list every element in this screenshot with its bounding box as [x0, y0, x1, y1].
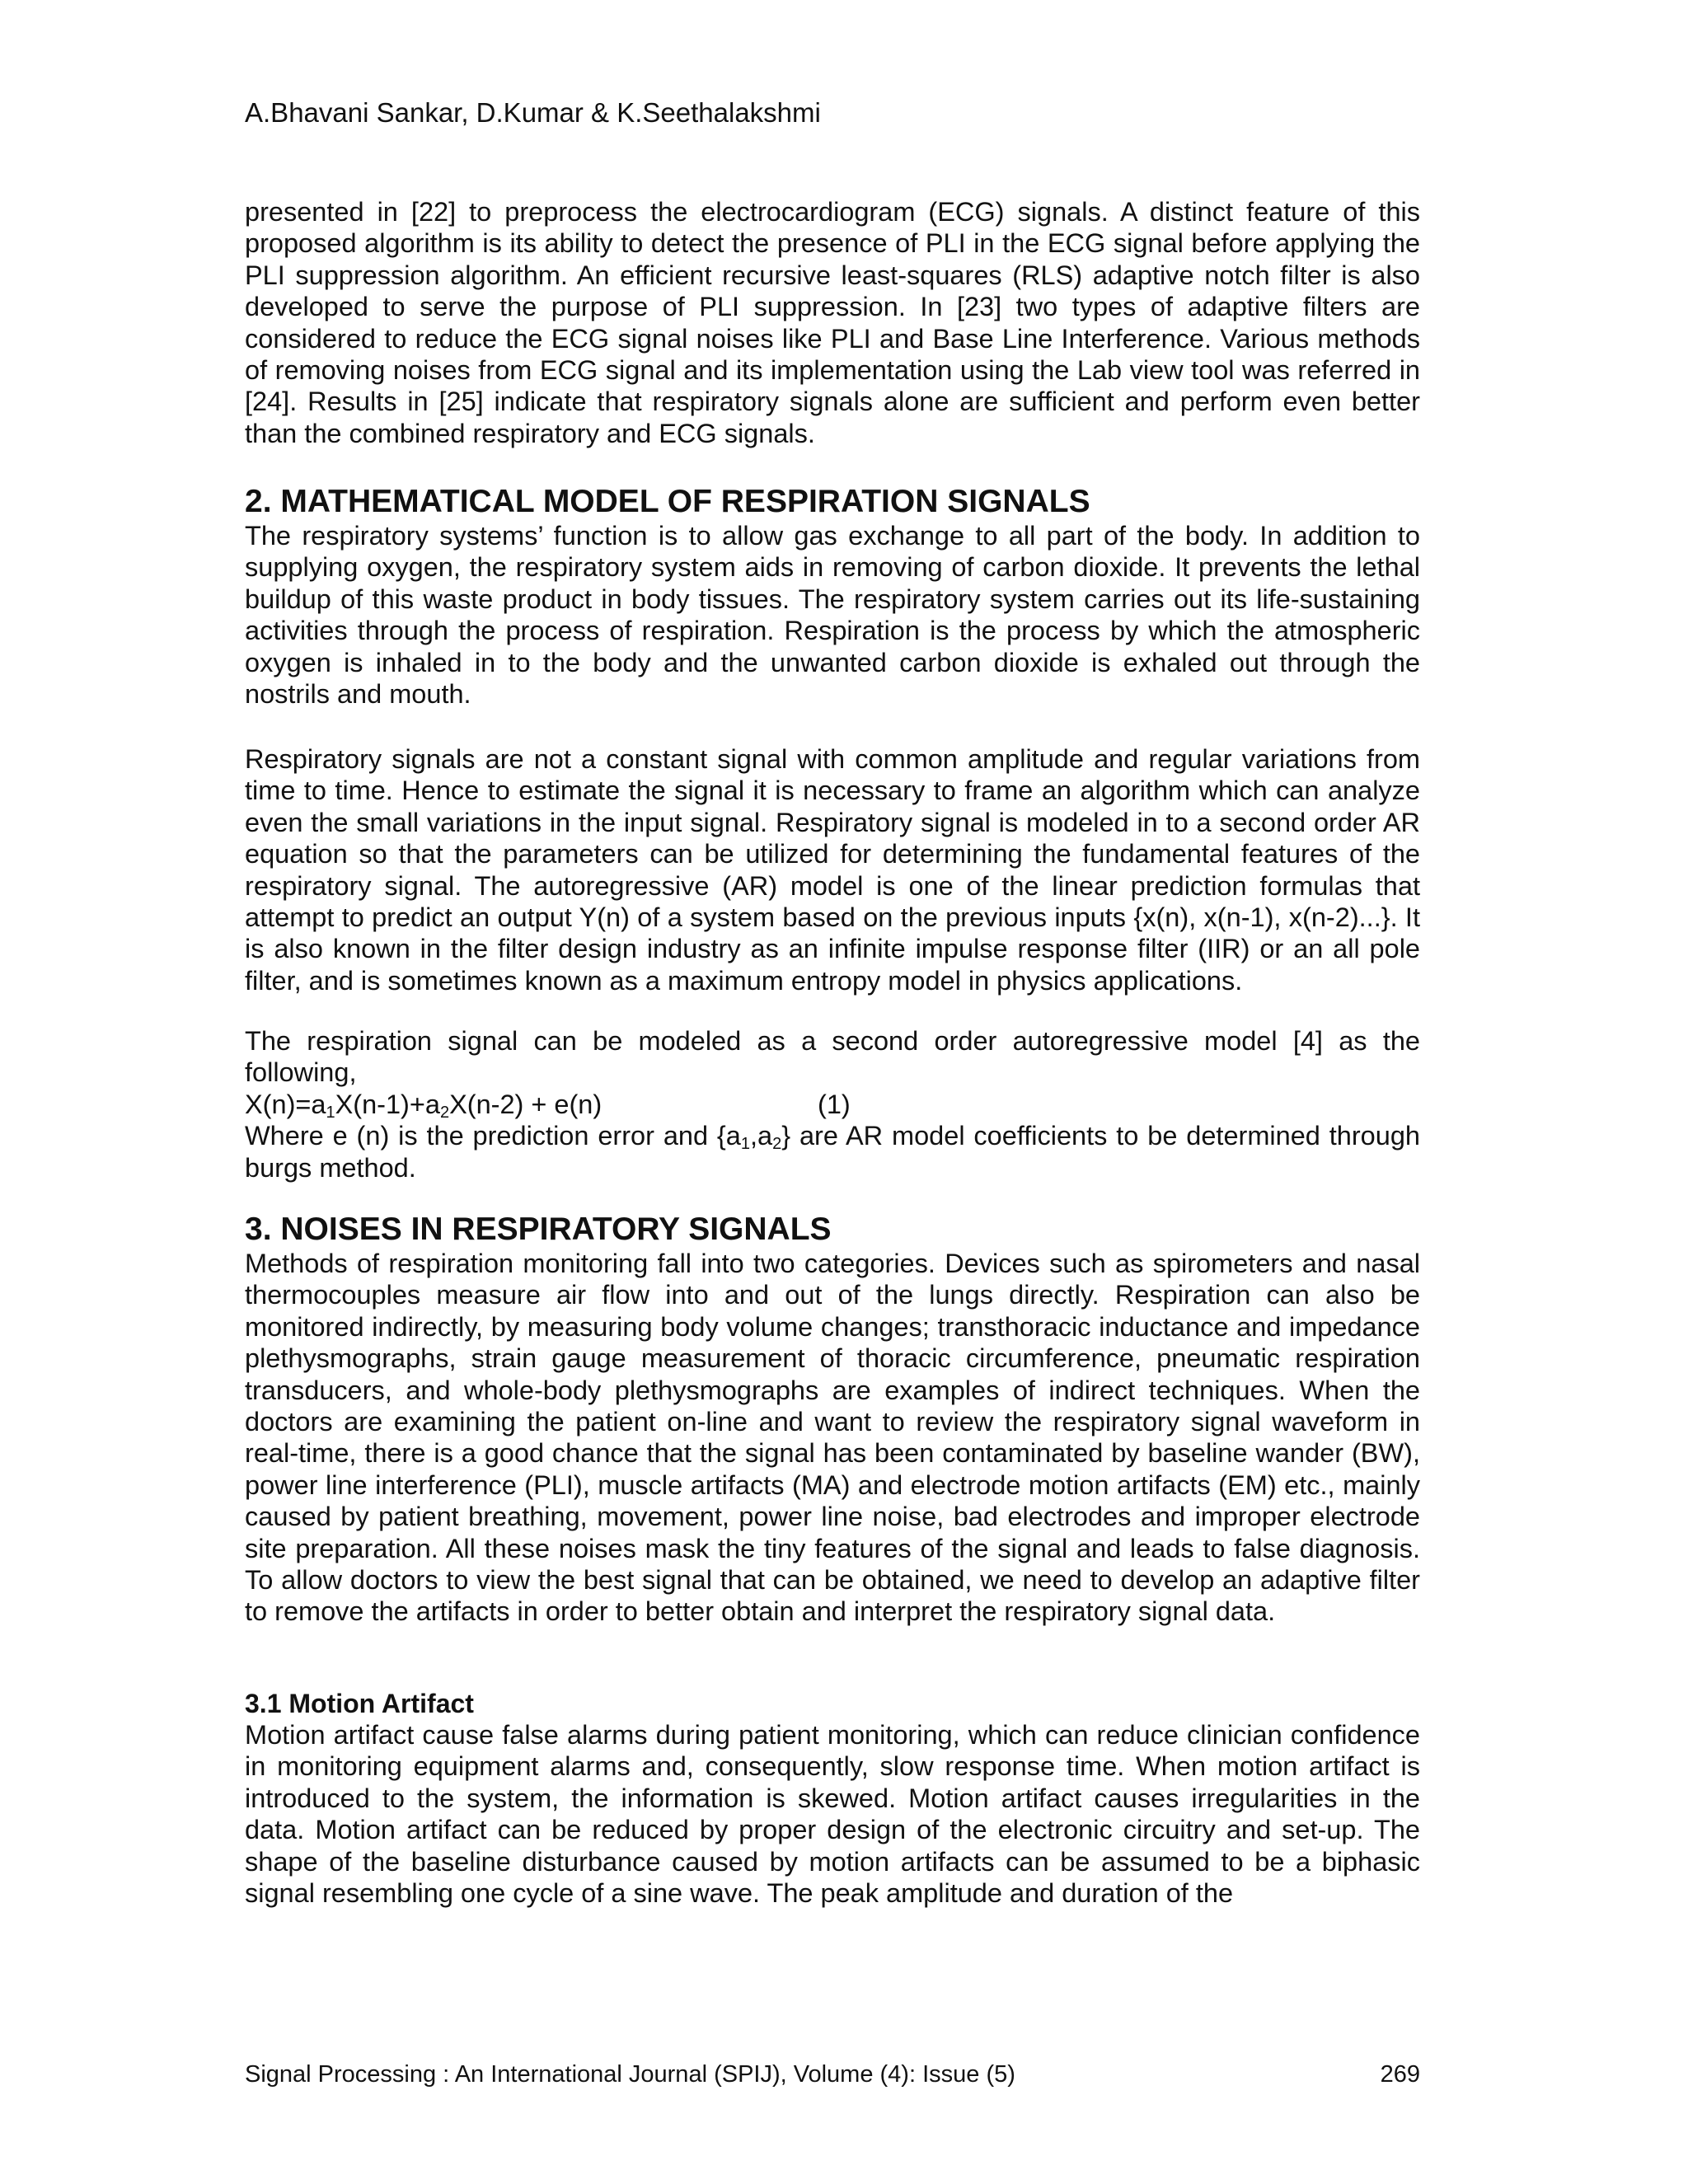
equation-number: (1): [818, 1089, 851, 1119]
section-2-paragraph-1: The respiratory systems’ function is to allow gas exchange to all part of the body. In addition to supplying oxygen, the respiratory system aids in removing of carbon dioxide. It prevents the lethal buildup of this waste product in body tissues. The respiratory system carries out its life-sustaining activities through the process of respiration. Respiration is the process by which the atmospheric oxygen is inhaled in to the body and the unwanted carbon dioxide is exhaled out through the nostrils and mouth.: [245, 521, 1420, 710]
section-2-paragraph-2: Respiratory signals are not a constant signal with common amplitude and regular variations from time to time. Hence to estimate the signal it is necessary to frame an algorithm which can analyze even the small variations in the input signal. Respiratory signal is modeled in to a second order AR equation so that the parameters can be utilized for determining the fundamental features of the respiratory signal. The autoregressive (AR) model is one of the linear prediction formulas that attempt to predict an output Y(n) of a system based on the previous inputs {x(n), x(n-1), x(n-2)...}. It is also known in the filter design industry as an infinite impulse response filter (IIR) or an all pole filter, and is sometimes known as a maximum entropy model in physics applications.: [245, 744, 1420, 996]
page-number: 269: [1380, 2061, 1420, 2088]
section-3-paragraph-1: Methods of respiration monitoring fall into two categories. Devices such as spirometers and nasal thermocouples measure air flow into and out of the lungs directly. Respiration can also be monitored indirectly, by measuring body volume changes; transthoracic inductance and impedance plethysmographs, strain gauge measurement of thoracic circumference, pneumatic respiration transducers, and whole-body plethysmographs are examples of indirect techniques. When the doctors are examining the patient on-line and want to review the respiratory signal waveform in real-time, there is a good chance that the signal has been contaminated by baseline wander (BW), power line interference (PLI), muscle artifacts (MA) and electrode motion artifacts (EM) etc., mainly caused by patient breathing, movement, power line noise, bad electrodes and improper electrode site preparation. All these noises mask the tiny features of the signal and leads to false diagnosis. To allow doctors to view the best signal that can be obtained, we need to develop an adaptive filter to remove the artifacts in order to better obtain and interpret the respiratory signal data.: [245, 1249, 1420, 1627]
section-3-heading: 3. NOISES IN RESPIRATORY SIGNALS: [245, 1212, 832, 1247]
equation-description: Where e (n) is the prediction error and $\{a_1,a_2\}$ are AR model coefficients to be determined through burgs method.: [245, 1121, 1420, 1183]
section-3: [245, 1212, 1420, 1628]
section-2: [245, 484, 1420, 710]
section-2-heading: 2. MATHEMATICAL MODEL OF RESPIRATION SIGNALS: [245, 484, 1090, 519]
page-footer: [245, 2061, 1420, 2088]
section-2-paragraph-3: The respiration signal can be modeled as a second order autoregressive model [4] as the following,: [245, 1026, 1420, 1088]
subsection-3-1-heading: 3.1 Motion Artifact: [245, 1689, 474, 1718]
footer-journal: Signal Processing : An International Journal (SPIJ), Volume (4): Issue (5): [245, 2061, 1015, 2088]
subsection-3-1: [245, 1688, 1420, 1909]
intro-paragraph: presented in [22] to preprocess the electrocardiogram (ECG) signals. A distinct feature of this proposed algorithm is its ability to detect the presence of PLI in the ECG signal before applying the PLI suppression algorithm. An efficient recursive least-squares (RLS) adaptive notch filter is also developed to serve the purpose of PLI suppression. In [23] two types of adaptive filters are considered to reduce the ECG signal noises like PLI and Base Line Interference. Various methods of removing noises from ECG signal and its implementation using the Lab view tool was referred in [24]. Results in [25] indicate that respiratory signals alone are sufficient and perform even better than the combined respiratory and ECG signals.: [245, 197, 1420, 448]
section-2-model-block: [245, 1025, 1420, 1183]
running-head-authors: A.Bhavani Sankar, D.Kumar & K.Seethalakshmi: [245, 97, 821, 128]
section-2-paragraph-2-block: [245, 743, 1420, 996]
equation-1: [245, 1089, 1420, 1120]
equation-text: $X(n)=a_1X(n-1)+a_2X(n-2) + e(n)$: [245, 1089, 603, 1122]
subsection-3-1-paragraph: Motion artifact cause false alarms during patient monitoring, which can reduce clinician confidence in monitoring equipment alarms and, consequently, slow response time. When motion artifact is introduced to the system, the information is skewed. Motion artifact causes irregularities in the data. Motion artifact can be reduced by proper design of the electronic circuitry and set-up. The shape of the baseline disturbance caused by motion artifacts can be assumed to be a biphasic signal resembling one cycle of a sine wave. The peak amplitude and duration of the: [245, 1720, 1420, 1909]
intro-block: [245, 196, 1420, 449]
